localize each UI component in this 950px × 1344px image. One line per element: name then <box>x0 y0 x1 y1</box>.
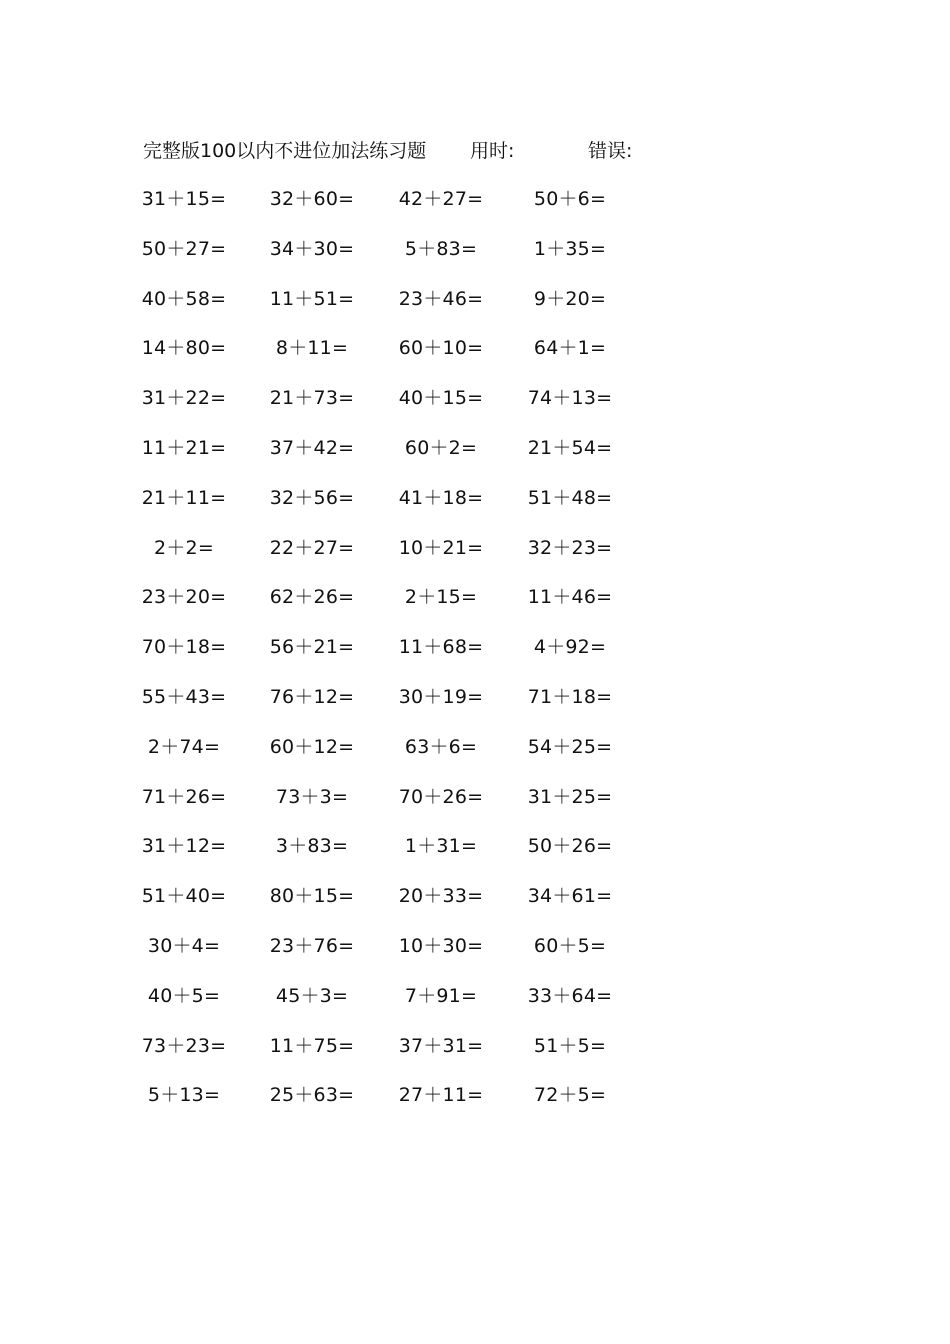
problem-row <box>0 433 950 463</box>
problem-cell: 70＋18= <box>141 636 227 658</box>
problem-cell: 11＋51= <box>269 288 355 310</box>
problem-cell: 37＋31= <box>398 1035 484 1057</box>
problem-cell: 34＋30= <box>269 238 355 260</box>
problem-cell: 40＋58= <box>141 288 227 310</box>
problem-row <box>0 931 950 961</box>
problem-cell: 2＋2= <box>154 537 214 559</box>
problem-cell: 31＋22= <box>141 387 227 409</box>
problem-row <box>0 333 950 363</box>
problem-cell: 30＋19= <box>398 686 484 708</box>
problem-row <box>0 831 950 861</box>
problem-cell: 1＋35= <box>533 238 607 260</box>
problem-cell: 31＋25= <box>527 786 613 808</box>
problem-row <box>0 184 950 214</box>
problem-cell: 73＋3= <box>275 786 349 808</box>
problem-row <box>0 1031 950 1061</box>
problem-cell: 14＋80= <box>141 337 227 359</box>
problem-cell: 31＋15= <box>141 188 227 210</box>
problem-cell: 60＋2= <box>404 437 478 459</box>
problem-cell: 60＋5= <box>533 935 607 957</box>
problem-cell: 62＋26= <box>269 586 355 608</box>
problem-cell: 11＋68= <box>398 636 484 658</box>
problem-cell: 21＋11= <box>141 487 227 509</box>
problem-cell: 40＋15= <box>398 387 484 409</box>
problem-row <box>0 881 950 911</box>
problem-cell: 34＋61= <box>527 885 613 907</box>
problem-cell: 32＋56= <box>269 487 355 509</box>
problem-cell: 60＋10= <box>398 337 484 359</box>
problem-cell: 10＋21= <box>398 537 484 559</box>
problem-cell: 3＋83= <box>275 835 349 857</box>
problem-row <box>0 632 950 662</box>
problem-cell: 73＋23= <box>141 1035 227 1057</box>
problem-cell: 71＋26= <box>141 786 227 808</box>
problem-cell: 56＋21= <box>269 636 355 658</box>
problem-cell: 20＋33= <box>398 885 484 907</box>
problem-cell: 11＋46= <box>527 586 613 608</box>
problem-cell: 70＋26= <box>398 786 484 808</box>
problem-cell: 45＋3= <box>275 985 349 1007</box>
time-label: 用时: <box>470 140 515 162</box>
problem-row <box>0 981 950 1011</box>
problem-cell: 21＋73= <box>269 387 355 409</box>
problem-cell: 55＋43= <box>141 686 227 708</box>
problem-cell: 51＋48= <box>527 487 613 509</box>
problem-cell: 80＋15= <box>269 885 355 907</box>
problem-cell: 22＋27= <box>269 537 355 559</box>
problem-cell: 30＋4= <box>147 935 221 957</box>
problem-row <box>0 682 950 712</box>
problem-row <box>0 782 950 812</box>
problem-cell: 76＋12= <box>269 686 355 708</box>
problem-cell: 33＋64= <box>527 985 613 1007</box>
problem-cell: 25＋63= <box>269 1084 355 1106</box>
problem-cell: 50＋26= <box>527 835 613 857</box>
problem-cell: 5＋13= <box>147 1084 221 1106</box>
problem-cell: 31＋12= <box>141 835 227 857</box>
problem-cell: 54＋25= <box>527 736 613 758</box>
problem-row <box>0 533 950 563</box>
problem-cell: 23＋46= <box>398 288 484 310</box>
problem-cell: 7＋91= <box>404 985 478 1007</box>
problem-cell: 9＋20= <box>533 288 607 310</box>
problem-cell: 23＋76= <box>269 935 355 957</box>
error-label: 错误: <box>588 140 633 162</box>
problem-cell: 50＋27= <box>141 238 227 260</box>
problem-cell: 5＋83= <box>404 238 478 260</box>
problem-cell: 51＋5= <box>533 1035 607 1057</box>
problem-cell: 1＋31= <box>404 835 478 857</box>
problem-cell: 23＋20= <box>141 586 227 608</box>
problem-cell: 42＋27= <box>398 188 484 210</box>
problem-cell: 2＋15= <box>404 586 478 608</box>
problem-cell: 21＋54= <box>527 437 613 459</box>
problem-cell: 27＋11= <box>398 1084 484 1106</box>
problem-cell: 71＋18= <box>527 686 613 708</box>
problem-cell: 64＋1= <box>533 337 607 359</box>
problem-row <box>0 383 950 413</box>
worksheet-title: 完整版100以内不进位加法练习题 <box>143 140 427 162</box>
problem-row <box>0 284 950 314</box>
problem-cell: 11＋75= <box>269 1035 355 1057</box>
problem-cell: 50＋6= <box>533 188 607 210</box>
problem-cell: 8＋11= <box>275 337 349 359</box>
problem-row <box>0 234 950 264</box>
problem-cell: 41＋18= <box>398 487 484 509</box>
problem-row <box>0 483 950 513</box>
problem-cell: 11＋21= <box>141 437 227 459</box>
problem-cell: 32＋60= <box>269 188 355 210</box>
problem-cell: 63＋6= <box>404 736 478 758</box>
problem-cell: 72＋5= <box>533 1084 607 1106</box>
problem-cell: 4＋92= <box>533 636 607 658</box>
problem-cell: 74＋13= <box>527 387 613 409</box>
problem-row <box>0 582 950 612</box>
problem-cell: 2＋74= <box>147 736 221 758</box>
problem-cell: 10＋30= <box>398 935 484 957</box>
problem-cell: 51＋40= <box>141 885 227 907</box>
problem-cell: 60＋12= <box>269 736 355 758</box>
problem-cell: 32＋23= <box>527 537 613 559</box>
problem-cell: 40＋5= <box>147 985 221 1007</box>
problem-cell: 37＋42= <box>269 437 355 459</box>
problem-row <box>0 732 950 762</box>
problem-row <box>0 1080 950 1110</box>
